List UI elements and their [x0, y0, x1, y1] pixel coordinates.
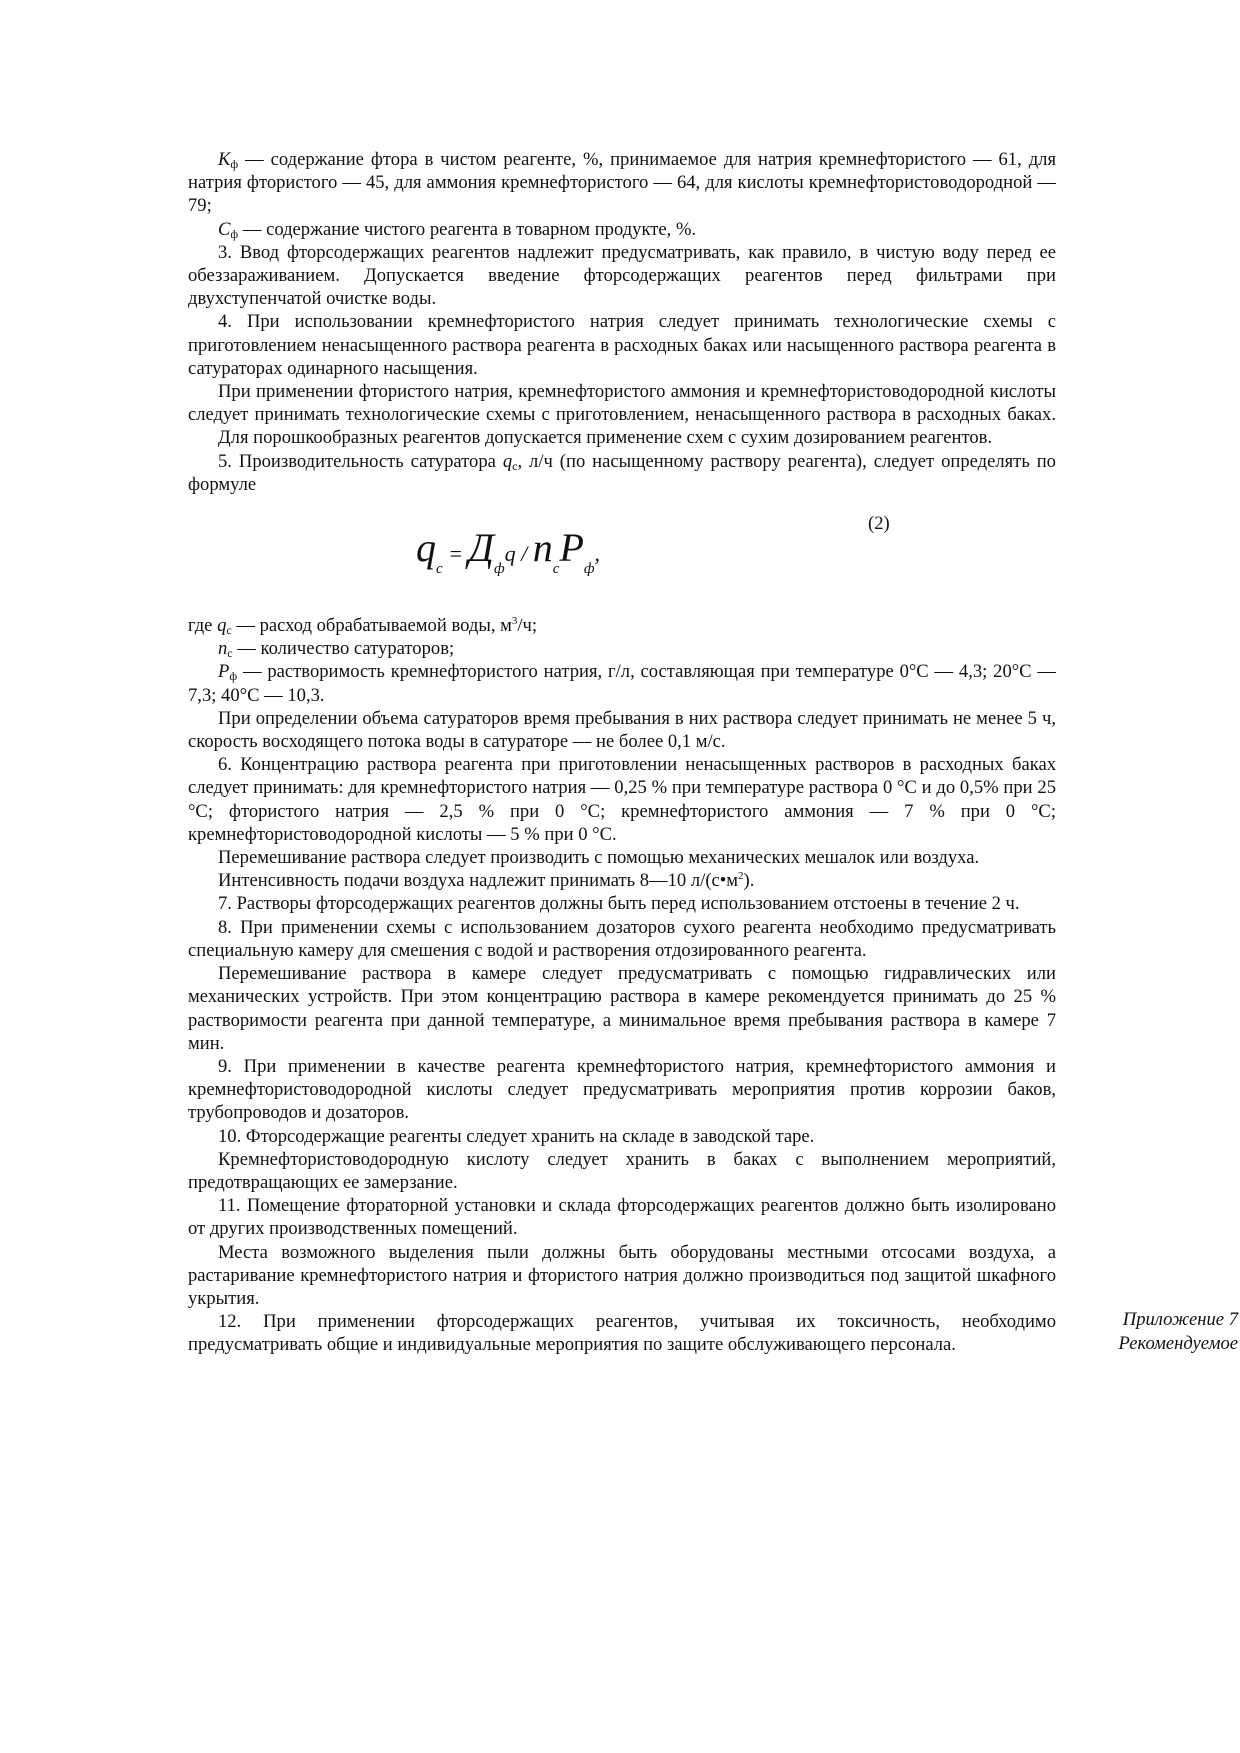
paragraph-3: 3. Ввод фторсодержащих реагентов надлежит предусматривать, как правило, в чистую воду перед ее обеззараживанием. Допускается введение фторсодержащих реагентов перед фильтрами при двухступенчатой очистке воды.: [188, 241, 1056, 310]
symbol-k-subscript: ф: [230, 157, 239, 171]
document-page: [188, 148, 1238, 1357]
formula-d: Д: [468, 525, 494, 571]
definition-pf-symbol: Р: [218, 661, 230, 683]
appendix-title: Приложение 7: [1122, 1309, 1238, 1330]
paragraph-12: 12. При применении фторсодержащих реагентов, учитывая их токсичность, необходимо предусматривать общие и индивидуальные мероприятия по защите обслуживающего персонала.: [188, 1311, 1056, 1356]
paragraph-5-before: 5. Производительность сатуратора: [218, 450, 503, 472]
paragraph-6-air: [188, 869, 1056, 892]
definition-qc-superscript: 3: [511, 615, 518, 628]
formula-comma: ,: [594, 541, 601, 567]
paragraph-saturator-volume: При определении объема сатураторов время пребывания в них раствора следует принимать не менее 5 ч, скорость восходящего потока воды в сатураторе — не более 0,1 м/с.: [188, 707, 1056, 753]
formula-block: [188, 496, 1056, 614]
formula-q-subscript: c: [436, 561, 443, 578]
symbol-c: С: [218, 218, 231, 240]
formula-n-subscript: c: [552, 561, 560, 578]
definition-nc-text: — количество сатураторов;: [232, 638, 455, 660]
paragraph-6-air-tail: ).: [743, 870, 755, 892]
definition-qc-tail: /ч;: [517, 615, 538, 637]
formula-q2: q: [504, 541, 516, 567]
definition-pf-subscript: ф: [229, 669, 238, 684]
symbol-qc: q: [502, 450, 513, 472]
paragraph-c-text: — содержание чистого реагента в товарном продукте, %.: [238, 218, 697, 240]
paragraph-5-after: , л/ч (по насыщенному раствору реагента), следует определять по формуле: [188, 450, 1056, 495]
formula-p-subscript: ф: [583, 561, 595, 578]
definition-qc-symbol: q: [217, 615, 227, 637]
paragraph-4-schemes: При применении фтористого натрия, кремнефтористого аммония и кремнефтористоводородной кислоты следует принимать технологические схемы с приготовлением, ненасыщенного раствора в расходных баках.: [188, 381, 1056, 426]
formula: [416, 525, 601, 581]
paragraph-7: 7. Растворы фторсодержащих реагентов должны быть перед использованием отстоены в течение 2 ч.: [218, 893, 1020, 915]
paragraph-k-fluorine: [188, 148, 1056, 218]
paragraph-8: 8. При применении схемы с использованием дозаторов сухого реагента необходимо предусматривать специальную камеру для смешения с водой и растворения отдозированного реагента.: [188, 916, 1056, 961]
paragraph-k-text: — содержание фтора в чистом реагенте, %, принимаемое для натрия кремнефтористого — 61, для натрия фтористого — 45, для аммония кремнефтористого — 64, для кислоты кремнефтористоводородной — 79;: [188, 149, 1056, 217]
formula-d-subscript: ф: [493, 561, 505, 578]
definition-qc-text: — расход обрабатываемой воды, м: [231, 615, 512, 637]
paragraph-6: 6. Концентрацию раствора реагента при приготовлении ненасыщенных растворов в расходных баках следует принимать: для кремнефтористого натрия — 0,25 % при температуре раствора 0 °С и до 0,5% при 25 °С; фтористого натрия — 2,5 % при 0 °С; кремнефтористого аммония — 7 % при 0 °С; кремнефтористоводородной кислоты — 5 % при 0 °С.: [188, 754, 1056, 845]
formula-equals: =: [442, 541, 469, 567]
paragraph-10-acid: Кремнефтористоводородную кислоту следует хранить в баках с выполнением мероприятий, предотвращающих ее замерзание.: [188, 1148, 1056, 1193]
definition-qc-lead: где: [188, 615, 218, 637]
paragraph-4: 4. При использовании кремнефтористого натрия следует принимать технологические схемы с приготовлением ненасыщенного раствора реагента в расходных баках или насыщенного раствора реагента в сатураторах одинарного насыщения.: [188, 311, 1056, 379]
paragraph-6-air-superscript: 2: [738, 870, 744, 883]
paragraph-8-mixing: Перемешивание раствора в камере следует предусматривать с помощью гидравлических или механических устройств. При этом концентрацию раствора в камере рекомендуется принимать до 25 % растворимости реагента при данной температуре, а минимальное время пребывания раствора в камере 7 мин.: [188, 963, 1056, 1054]
formula-p: P: [559, 525, 584, 571]
formula-n: n: [532, 525, 553, 571]
definition-nc-subscript: с: [227, 646, 233, 661]
definition-qc: [188, 614, 1056, 637]
paragraph-c-fluorine: [188, 218, 1056, 241]
paragraph-11-dust: Места возможного выделения пыли должны быть оборудованы местными отсосами воздуха, а растаривание кремнефтористого натрия и фтористого натрия должно производиться под защитой шкафного укрытия.: [188, 1241, 1056, 1309]
definition-nc-symbol: n: [218, 638, 228, 660]
formula-q: q: [416, 525, 436, 571]
paragraph-4-powder: Для порошкообразных реагентов допускается применение схем с сухим дозированием реагентов.: [218, 427, 993, 449]
paragraph-10: 10. Фторсодержащие реагенты следует хранить на складе в заводской таре.: [218, 1125, 815, 1147]
appendix-subtitle: Рекомендуемое: [1118, 1333, 1238, 1354]
formula-slash: /: [515, 541, 533, 567]
definition-nc: [188, 637, 1056, 660]
paragraph-6-mixing: Перемешивание раствора следует производить с помощью механических мешалок или воздуха.: [218, 847, 980, 869]
formula-number: (2): [868, 513, 890, 535]
paragraph-9: 9. При применении в качестве реагента кремнефтористого натрия, кремнефтористого аммония и кремнефтористоводородной кислоты следует предусматривать мероприятия против коррозии баков, трубопроводов и дозаторов.: [188, 1055, 1056, 1124]
paragraph-5: [188, 450, 1056, 496]
definition-qc-subscript: с: [226, 623, 232, 638]
symbol-c-subscript: ф: [230, 226, 239, 241]
symbol-qc-subscript: с: [512, 458, 518, 473]
paragraph-11: 11. Помещение фтораторной установки и склада фторсодержащих реагентов должно быть изолировано от других производственных помещений.: [188, 1195, 1056, 1240]
symbol-k: К: [218, 149, 231, 170]
appendix-heading: [968, 1308, 1238, 1356]
paragraph-6-air-text: Интенсивность подачи воздуха надлежит принимать 8—10 л/(с•м: [218, 870, 739, 892]
definition-pf: [188, 660, 1056, 706]
definition-pf-text: — растворимость кремнефтористого натрия, г/л, составляющая при температуре 0°С — 4,3; 20°С — 7,3; 40°С — 10,3.: [188, 661, 1056, 706]
